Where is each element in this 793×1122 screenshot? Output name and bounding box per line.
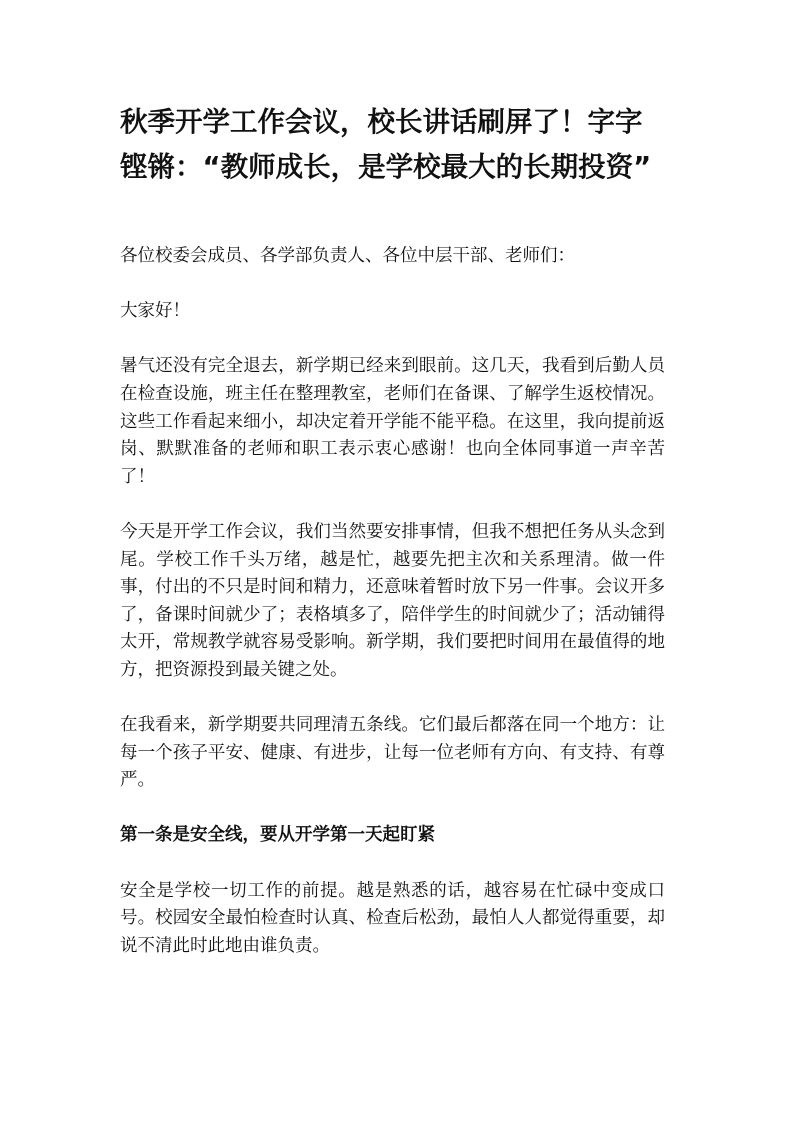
- salutation-paragraph: 各位校委会成员、各学部负责人、各位中层干部、老师们：: [120, 246, 575, 266]
- document-page: [120, 100, 665, 988]
- body-paragraph: 暑气还没有完全退去，新学期已经来到眼前。这几天，我看到后勤人员在检查设施，班主任在整理教室，老师们在备课、了解学生返校情况。这些工作看起来细小，却决定着开学能不能平稳。在这里，我向提前返岗、默默准备的老师和职工表示衷心感谢！也向全体同事道一声辛苦了！: [120, 356, 665, 487]
- article-body: [120, 243, 665, 960]
- section-heading: 第一条是安全线，要从开学第一天起盯紧: [120, 825, 435, 846]
- greeting-paragraph: 大家好！: [120, 301, 190, 322]
- article-title: 秋季开学工作会议，校长讲话刷屏了！字字铿锵：“教师成长，是学校最大的长期投资”: [120, 106, 652, 183]
- body-paragraph: 安全是学校一切工作的前提。越是熟悉的话，越容易在忙碌中变成口号。校园安全最怕检查时认真、检查后松劲，最怕人人都觉得重要，却说不清此时此地由谁负责。: [120, 880, 665, 956]
- body-paragraph: 今天是开学工作会议，我们当然要安排事情，但我不想把任务从头念到尾。学校工作千头万绪，越是忙，越要先把主次和关系理清。做一件事，付出的不只是时间和精力，还意味着暂时放下另一件事。会议开多了，备课时间就少了；表格填多了，陪伴学生的时间就少了；活动铺得太开，常规教学就容易受影响。新学期，我们要把时间用在最值得的地方，把资源投到最关键之处。: [120, 521, 665, 680]
- body-paragraph: 在我看来，新学期要共同理清五条线。它们最后都落在同一个地方：让每一个孩子平安、健康、有进步，让每一位老师有方向、有支持、有尊严。: [120, 715, 665, 791]
